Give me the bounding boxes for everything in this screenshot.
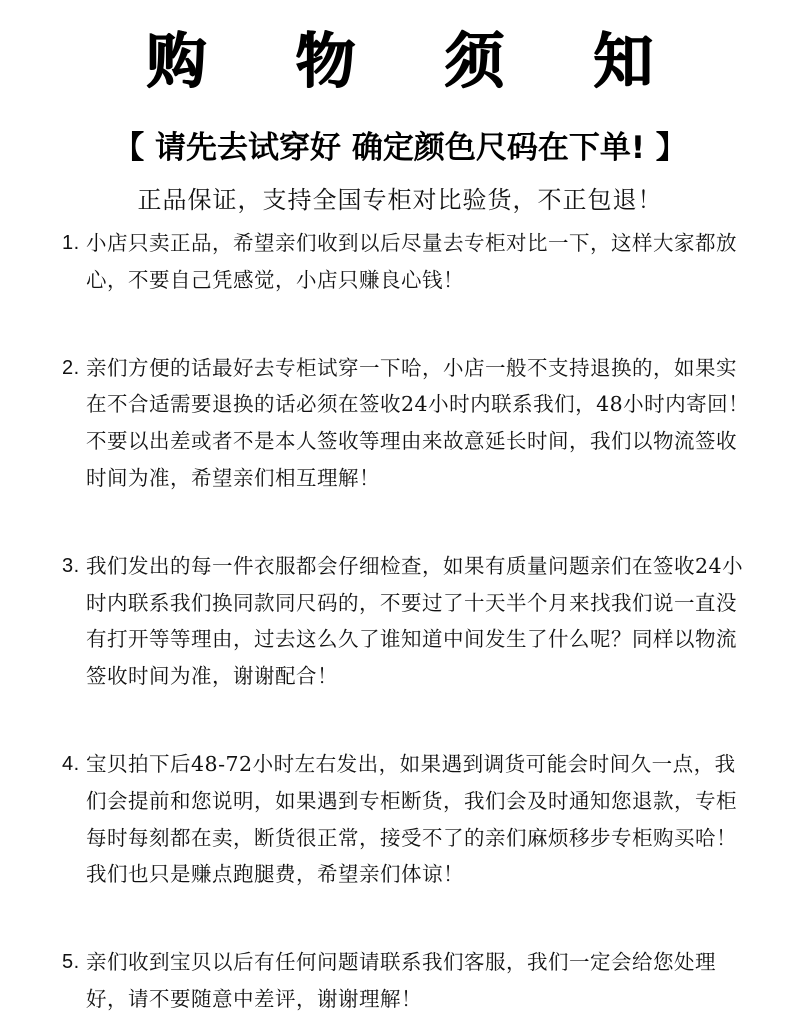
item-text: 我们发出的每一件衣服都会仔细检查，如果有质量问题亲们在签收24小时内联系我们换同款同尺码的，不要过了十天半个月来找我们说一直没有打开等等理由，过去这么久了谁知道中间发生了什么呢？同样以物流签收时间为准，谢谢配合！: [86, 553, 744, 689]
notice-item: [62, 548, 752, 695]
item-text: 亲们收到宝贝以后有任何问题请联系我们客服，我们一定会给您处理好，请不要随意中差评，谢谢理解！: [86, 950, 716, 1011]
notice-item: [62, 350, 752, 497]
item-number: 3.: [62, 554, 80, 577]
notice-item: [62, 746, 752, 893]
item-number: 2.: [62, 356, 80, 379]
guarantee-subtitle: 正品保证，支持全国专柜对比验货，不正包退！: [137, 186, 663, 214]
right-bracket: 】: [655, 130, 687, 166]
item-text: 小店只卖正品，希望亲们收到以后尽量去专柜对比一下，这样大家都放心，不要自己凭感觉，小店只赚良心钱！: [86, 231, 737, 292]
item-number: 1.: [62, 232, 80, 254]
page-title: 购 物 须 知: [146, 27, 688, 97]
item-text: 宝贝拍下后48-72小时左右发出，如果遇到调货可能会时间久一点，我们会提前和您说明，如果遇到专柜断货，我们会及时通知您退款，专柜每时每刻都在卖，断货很正常，接受不了的亲们麻烦移步专柜购买哈！我们也只是赚点跑腿费，希望亲们体谅！: [86, 751, 737, 887]
item-text: 亲们方便的话最好去专柜试穿一下哈，小店一般不支持退换的，如果实在不合适需要退换的话必须在签收24小时内联系我们，48小时内寄回！不要以出差或者不是本人签收等理由来故意延长时间，我们以物流签收时间为准，希望亲们相互理解！: [86, 355, 750, 490]
notice-list: [62, 225, 752, 1018]
notice-item: [62, 225, 752, 299]
item-number: 5.: [62, 951, 80, 974]
banner-text: 请先去试穿好 确定颜色尺码在下单!: [155, 130, 645, 166]
item-number: 4.: [62, 752, 80, 775]
notice-item: [62, 944, 752, 1018]
left-bracket: 【: [113, 130, 145, 166]
notice-banner: [0, 126, 800, 170]
